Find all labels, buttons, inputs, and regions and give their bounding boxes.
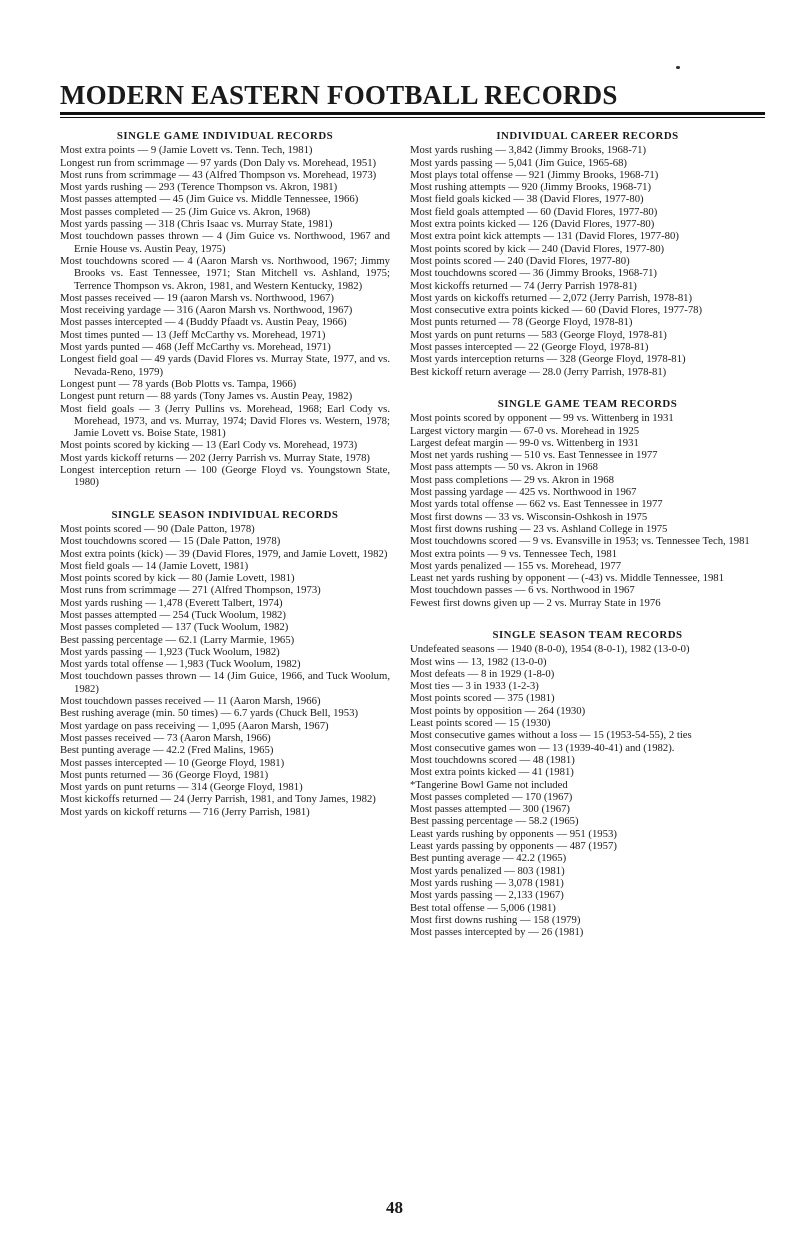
title-rule <box>60 112 765 115</box>
record-entry: Most plays total offense — 921 (Jimmy Brooks, 1968-71) <box>410 168 659 181</box>
section-heading: SINGLE SEASON INDIVIDUAL RECORDS <box>111 508 339 521</box>
record-entry: Longest punt return — 88 yards (Tony James vs. Austin Peay, 1982) <box>60 390 353 403</box>
record-entry: Most yards total offense — 662 vs. East Tennessee in 1977 <box>410 498 663 511</box>
record-entry: Most touchdown passes received — 11 (Aaron Marsh, 1966) <box>60 695 321 708</box>
record-entry: Most extra points kicked — 41 (1981) <box>410 766 574 779</box>
section-heading: SINGLE SEASON TEAM RECORDS <box>492 628 683 641</box>
record-entry: Most points by opposition — 264 (1930) <box>410 704 586 717</box>
record-entry: Least yards passing by opponents — 487 (1957) <box>410 840 617 853</box>
record-entry: Most punts returned — 36 (George Floyd, 1981) <box>60 768 269 781</box>
record-entry: Most passing yardage — 425 vs. Northwood in 1967 <box>410 486 637 499</box>
record-entry: Most touchdowns scored — 9 vs. Evansville in 1953; vs. Tennessee Tech, 1981 <box>410 535 750 548</box>
record-entry: Most yards total offense — 1,983 (Tuck Woolum, 1982) <box>60 658 301 671</box>
record-entry: Most field goals kicked — 38 (David Flores, 1977-80) <box>410 193 644 206</box>
record-entry: Most rushing attempts — 920 (Jimmy Brooks, 1968-71) <box>410 181 652 194</box>
record-entry: Most passes attempted — 45 (Jim Guice vs. Middle Tennessee, 1966) <box>60 193 359 206</box>
record-entry: Most passes received — 73 (Aaron Marsh, 1966) <box>60 731 271 744</box>
record-entry: Most first downs rushing — 158 (1979) <box>410 913 581 926</box>
record-entry: Most yards passing — 318 (Chris Isaac vs. Murray State, 1981) <box>60 218 333 231</box>
record-entry: Most runs from scrimmage — 271 (Alfred Thompson, 1973) <box>60 584 321 597</box>
record-entry: Least net yards rushing by opponent — (-43) vs. Middle Tennessee, 1981 <box>410 572 724 585</box>
record-entry: Most passes intercepted — 22 (George Floyd, 1978-81) <box>410 341 649 354</box>
record-entry: Best rushing average (min. 50 times) — 6.7 yards (Chuck Bell, 1953) <box>60 707 359 720</box>
record-entry: Most extra points kicked — 126 (David Flores, 1977-80) <box>410 218 655 231</box>
record-entry: Fewest first downs given up — 2 vs. Murray State in 1976 <box>410 596 661 609</box>
record-entry: Most points scored by kicking — 13 (Earl Cody vs. Morehead, 1973) <box>60 439 358 452</box>
section-spacer <box>60 489 390 509</box>
record-list <box>60 144 390 488</box>
record-entry: Most points scored — 240 (David Flores, 1977-80) <box>410 254 630 267</box>
single-game-team-section <box>410 398 765 609</box>
record-entry: Most points scored by opponent — 99 vs. Wittenberg in 1931 <box>410 412 674 425</box>
record-entry: Longest run from scrimmage — 97 yards (Don Daly vs. Morehead, 1951) <box>60 156 377 169</box>
record-entry: Longest field goal — 49 yards (David Flores vs. Murray State, 1977, and vs. Nevada-Reno, 1979) <box>60 353 390 378</box>
record-entry: Most touchdowns scored — 48 (1981) <box>410 753 575 766</box>
record-entry: Most yards kickoff returns — 202 (Jerry Parrish vs. Murray State, 1978) <box>60 451 370 464</box>
record-entry: Most ties — 3 in 1933 (1-2-3) <box>410 680 539 693</box>
record-entry: Most consecutive extra points kicked — 60 (David Flores, 1977-78) <box>410 304 703 317</box>
right-column <box>410 130 765 938</box>
record-entry: Most yardage on pass receiving — 1,095 (Aaron Marsh, 1967) <box>60 719 329 732</box>
record-list <box>410 144 765 378</box>
record-entry: Most yards on kickoffs returned — 2,072 (Jerry Parrish, 1978-81) <box>410 291 693 304</box>
section-spacer <box>410 378 765 398</box>
record-entry: Most touchdowns scored — 36 (Jimmy Brooks, 1968-71) <box>410 267 657 280</box>
record-list <box>410 412 765 609</box>
record-entry: Most touchdown passes thrown — 4 (Jim Guice vs. Northwood, 1967 and Ernie House vs. Austin Peay, 1975) <box>60 230 390 255</box>
print-speck <box>676 66 680 69</box>
record-entry: Least points scored — 15 (1930) <box>410 717 551 730</box>
record-entry: Most extra point kick attempts — 131 (David Flores, 1977-80) <box>410 230 679 243</box>
record-entry: Most field goals attempted — 60 (David Flores, 1977-80) <box>410 205 658 218</box>
record-entry: Most points scored by kick — 240 (David Flores, 1977-80) <box>410 242 665 255</box>
record-entry: Most net yards rushing — 510 vs. East Tennessee in 1977 <box>410 449 658 462</box>
record-entry: Most field goals — 14 (Jamie Lovett, 1981) <box>60 559 249 572</box>
record-entry: Most first downs — 33 vs. Wisconsin-Oshkosh in 1975 <box>410 510 648 523</box>
record-entry: Most touchdown passes — 6 vs. Northwood in 1967 <box>410 584 635 597</box>
single-season-team-section <box>410 629 765 938</box>
record-entry: Most receiving yardage — 316 (Aaron Marsh vs. Northwood, 1967) <box>60 304 353 317</box>
record-entry: Largest victory margin — 67-0 vs. Morehead in 1925 <box>410 424 640 437</box>
record-entry: Most yards on kickoff returns — 716 (Jerry Parrish, 1981) <box>60 805 310 818</box>
left-column <box>60 130 390 818</box>
record-entry: Most runs from scrimmage — 43 (Alfred Thompson vs. Morehead, 1973) <box>60 168 377 181</box>
record-entry: Most points scored — 375 (1981) <box>410 692 555 705</box>
record-entry: Longest interception return — 100 (George Floyd vs. Youngstown State, 1980) <box>60 464 390 489</box>
record-entry: Best punting average — 42.2 (Fred Malins, 1965) <box>60 744 274 757</box>
record-entry: Most yards penalized — 803 (1981) <box>410 864 565 877</box>
record-entry: Most yards rushing — 1,478 (Everett Talbert, 1974) <box>60 596 283 609</box>
record-entry: Most yards on punt returns — 583 (George Floyd, 1978-81) <box>410 328 667 341</box>
record-entry: Undefeated seasons — 1940 (8-0-0), 1954 (8-0-1), 1982 (13-0-0) <box>410 643 690 656</box>
record-entry: Most punts returned — 78 (George Floyd, 1978-81) <box>410 316 633 329</box>
record-entry: Most first downs rushing — 23 vs. Ashland College in 1975 <box>410 522 668 535</box>
record-entry: Most yards passing — 2,133 (1967) <box>410 889 564 902</box>
record-entry: Most pass completions — 29 vs. Akron in 1968 <box>410 473 614 486</box>
record-list <box>410 643 765 938</box>
record-entry: Most passes attempted — 300 (1967) <box>410 803 570 816</box>
record-entry: Best passing percentage — 58.2 (1965) <box>410 815 579 828</box>
record-entry: Most touchdown passes thrown — 14 (Jim Guice, 1966, and Tuck Woolum, 1982) <box>60 670 390 695</box>
record-entry: Most field goals — 3 (Jerry Pullins vs. Morehead, 1968; Earl Cody vs. Morehead, 1973, and vs. Murray, 1974; David Flores vs. Western, 1978; Jamie Lovett vs. Boise State, 1981) <box>60 402 390 440</box>
section-heading: SINGLE GAME TEAM RECORDS <box>497 397 678 410</box>
record-entry: Most points scored — 90 (Dale Patton, 1978) <box>60 522 255 535</box>
record-entry: Most consecutive games won — 13 (1939-40-41) and (1982). <box>410 741 675 754</box>
record-entry: Most passes completed — 137 (Tuck Woolum, 1982) <box>60 621 289 634</box>
record-entry: Most points scored by kick — 80 (Jamie Lovett, 1981) <box>60 572 295 585</box>
record-entry: Most extra points — 9 (Jamie Lovett vs. Tenn. Tech, 1981) <box>60 144 313 157</box>
record-list <box>60 523 390 818</box>
single-game-individual-section <box>60 130 390 489</box>
record-entry: Least yards rushing by opponents — 951 (1953) <box>410 827 617 840</box>
record-entry: Most passes attempted — 254 (Tuck Woolum, 1982) <box>60 608 286 621</box>
record-entry: Most passes received — 19 (aaron Marsh vs. Northwood, 1967) <box>60 291 334 304</box>
record-entry: Most kickoffs returned — 24 (Jerry Parrish, 1981, and Tony James, 1982) <box>60 793 376 806</box>
record-entry: Most consecutive games without a loss — 15 (1953-54-55), 2 ties <box>410 729 692 742</box>
record-entry: Best passing percentage — 62.1 (Larry Marmie, 1965) <box>60 633 295 646</box>
record-entry: Most touchdowns scored — 4 (Aaron Marsh vs. Northwood, 1967; Jimmy Brooks vs. East Tennessee, 1971; Stan Mitchell vs. Ashland, 1975; Terrence Thompson vs. Akron, 1981, and Western Kentucky, 1982) <box>60 254 390 292</box>
record-entry: Best total offense — 5,006 (1981) <box>410 901 556 914</box>
record-entry: Most yards rushing — 3,078 (1981) <box>410 876 564 889</box>
record-entry: Most yards rushing — 293 (Terence Thompson vs. Akron, 1981) <box>60 181 338 194</box>
record-entry: Most touchdowns scored — 15 (Dale Patton, 1978) <box>60 535 281 548</box>
record-entry: Most passes intercepted — 4 (Buddy Pfaadt vs. Austin Peay, 1966) <box>60 316 347 329</box>
record-entry: Most wins — 13, 1982 (13-0-0) <box>410 655 547 668</box>
record-entry: Most yards on punt returns — 314 (George Floyd, 1981) <box>60 781 303 794</box>
record-entry: Most yards passing — 5,041 (Jim Guice, 1965-68) <box>410 156 627 169</box>
page-title: MODERN EASTERN FOOTBALL RECORDS <box>60 80 618 110</box>
record-entry: Most defeats — 8 in 1929 (1-8-0) <box>410 667 555 680</box>
record-entry: Most extra points (kick) — 39 (David Flores, 1979, and Jamie Lovett, 1982) <box>60 547 388 560</box>
record-entry: *Tangerine Bowl Game not included <box>410 778 568 791</box>
record-entry: Most passes completed — 170 (1967) <box>410 790 573 803</box>
title-rule-thin <box>60 117 765 118</box>
record-entry: Most yards interception returns — 328 (George Floyd, 1978-81) <box>410 353 686 366</box>
section-heading: SINGLE GAME INDIVIDUAL RECORDS <box>116 130 334 142</box>
record-entry: Best kickoff return average — 28.0 (Jerry Parrish, 1978-81) <box>410 365 667 378</box>
section-spacer <box>410 609 765 629</box>
individual-career-section <box>410 130 765 378</box>
section-heading: INDIVIDUAL CAREER RECORDS <box>496 130 679 142</box>
record-entry: Longest punt — 78 yards (Bob Plotts vs. Tampa, 1966) <box>60 377 297 390</box>
record-entry: Most passes intercepted — 10 (George Floyd, 1981) <box>60 756 285 769</box>
page-number: 48 <box>386 1198 403 1217</box>
record-entry: Most passes completed — 25 (Jim Guice vs. Akron, 1968) <box>60 205 311 218</box>
record-entry: Most passes intercepted by — 26 (1981) <box>410 926 584 939</box>
record-entry: Most times punted — 13 (Jeff McCarthy vs. Morehead, 1971) <box>60 328 326 341</box>
record-entry: Largest defeat margin — 99-0 vs. Wittenberg in 1931 <box>410 436 639 449</box>
record-entry: Most yards punted — 468 (Jeff McCarthy vs. Morehead, 1971) <box>60 341 331 354</box>
record-entry: Best punting average — 42.2 (1965) <box>410 852 567 865</box>
record-entry: Most kickoffs returned — 74 (Jerry Parrish 1978-81) <box>410 279 637 292</box>
record-entry: Most yards penalized — 155 vs. Morehead, 1977 <box>410 559 622 572</box>
single-season-individual-section <box>60 509 390 818</box>
record-entry: Most yards rushing — 3,842 (Jimmy Brooks, 1968-71) <box>410 144 647 157</box>
record-entry: Most yards passing — 1,923 (Tuck Woolum, 1982) <box>60 645 280 658</box>
record-entry: Most extra points — 9 vs. Tennessee Tech, 1981 <box>410 547 618 560</box>
record-entry: Most pass attempts — 50 vs. Akron in 1968 <box>410 461 598 474</box>
